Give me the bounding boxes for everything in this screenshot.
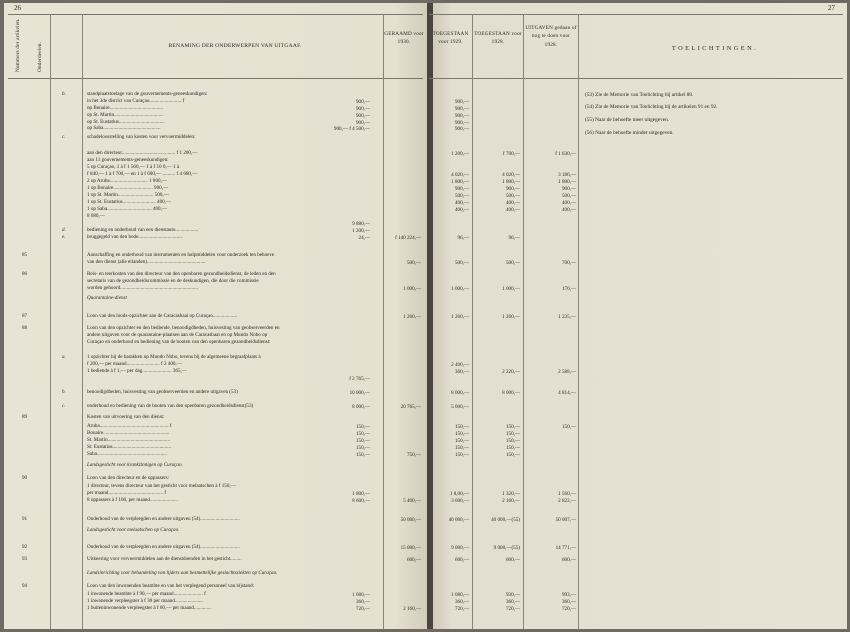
- toegestaan-1929-value: 720,—: [454, 606, 469, 612]
- row-subamount: 1 200,—: [352, 228, 370, 234]
- toegestaan-1929-value: 3 600,—: [451, 498, 469, 504]
- uitgaven-1928-value: 400,—: [561, 200, 576, 206]
- header-nummers: Nummers der artikelen.: [15, 18, 21, 72]
- row-description: Loon van den inwonenden beambte en van het verplegend personeel van bijstand:: [87, 583, 255, 589]
- uitgaven-1928-value: 14 771,—: [555, 545, 576, 551]
- geraamd-1930-value: 20 765,—: [400, 404, 421, 410]
- toegestaan-1928-value: 150,—: [505, 452, 520, 458]
- row-subamount: 900,— f 4 500,—: [333, 126, 370, 132]
- header-rule-top-left: [8, 14, 423, 15]
- toegestaan-1929-value: 900,—: [454, 126, 469, 132]
- page-number-left: 26: [14, 4, 21, 12]
- toegestaan-1929-value: 8 000,—: [451, 390, 469, 396]
- row-description: Landsinrichting voor behandeling van lijders aan besmettelijke geslachtsziekten op Curaçao.: [87, 570, 278, 576]
- header-uitgaven: UITGAVEN gedaan of nog te doen voor 1928.: [525, 25, 577, 48]
- toegestaan-1928-value: f 700,—: [503, 151, 520, 157]
- row-description: andere uitgaven voor de quarantaine-plaatsen aan de Caracasbaai en op Mundo Nobo op: [87, 332, 268, 338]
- uitgaven-1928-value: 993,—: [561, 592, 576, 598]
- uitgaven-1928-value: 500,—: [561, 193, 576, 199]
- toegestaan-1929-value: 150,—: [454, 431, 469, 437]
- row-description: Loon van den opzichter en den bediende, benoodigdheden, huisvesting van geobserveerden en: [87, 325, 280, 331]
- toegestaan-1929-value: 9 000,—: [451, 545, 469, 551]
- article-number: 92: [22, 544, 28, 550]
- geraamd-1930-value: 1 000,—: [403, 286, 421, 292]
- toelichting-note: (54) Zie de Memorie van Toelichting bij de artikelen 91 en 92.: [585, 104, 718, 110]
- uitgaven-1928-value: 1 235,—: [558, 314, 576, 320]
- row-description: 1 opzichter bij de barakken op Mundo Nobo, tevens bij de algemeene begraafplaats à: [87, 354, 261, 360]
- row-subamount: 900,—: [355, 106, 370, 112]
- geraamd-1930-value: 2 160,—: [403, 606, 421, 612]
- toegestaan-1929-value: 600,—: [454, 557, 469, 563]
- toegestaan-1929-value: 150,—: [454, 438, 469, 444]
- article-number: 85: [22, 252, 28, 258]
- toegestaan-1928-value: 500,—: [505, 193, 520, 199]
- row-description: op St. Eustatius....................................: [87, 119, 165, 125]
- row-subamount: 150,—: [355, 424, 370, 430]
- toegestaan-1928-value: 1 000,—: [502, 286, 520, 292]
- toegestaan-1929-value: 1 260,—: [451, 314, 469, 320]
- row-description: onderhoud en bediening van de booten van den openbaren gezondheidsdienst(53): [87, 403, 254, 409]
- row-description: Onderhoud van de verpleegden en andere uitgaven (54)...............................: [87, 544, 240, 550]
- toegestaan-1928-value: 9 000,—(55): [493, 545, 520, 551]
- toegestaan-1928-value: 1 800,—: [502, 179, 520, 185]
- row-description: St. Martin.................................................: [87, 437, 171, 443]
- toegestaan-1928-value: 96,—: [508, 235, 520, 241]
- article-number: 91: [22, 516, 28, 522]
- row-description: 1 op Saba................................... 400,—: [87, 206, 167, 212]
- toegestaan-1928-value: 150,—: [505, 438, 520, 444]
- toegestaan-1929-value: 2 400,—: [451, 362, 469, 368]
- article-number: 88: [22, 325, 28, 331]
- row-description: aan 11 gouvernements-geneeskundigen:: [87, 157, 169, 163]
- row-description: bediening en onderhoud van een dienstauto..................: [87, 227, 199, 233]
- toegestaan-1929-value: 150,—: [454, 452, 469, 458]
- toegestaan-1928-value: 4 020,—: [502, 172, 520, 178]
- uitgaven-1928-value: 150,—: [561, 424, 576, 430]
- toegestaan-1929-value: 900,—: [454, 106, 469, 112]
- toegestaan-1928-value: 1 260,—: [502, 314, 520, 320]
- toegestaan-1928-value: 150,—: [505, 445, 520, 451]
- row-subamount: 1 080,—: [352, 592, 370, 598]
- toelichting-note: (53) Zie de Memorie van Toelichting bij artikel 88.: [585, 92, 694, 98]
- row-description: Loon van den directeur en de oppassers:: [87, 475, 170, 481]
- row-subamount: 900,—: [355, 99, 370, 105]
- toegestaan-1928-value: 1 320,—: [502, 491, 520, 497]
- geraamd-1930-value: 500,—: [406, 260, 421, 266]
- row-description: Loon van den loods-opzichter aan de Caracasbaai op Curaçao...................: [87, 313, 238, 319]
- row-description: Reis- en teerkosten van den directeur van den openbaren gezondheidsdienst, de leden en den: [87, 271, 276, 277]
- row-description: Landsgesticht voor melaatschen op Curaçao.: [87, 527, 180, 533]
- toegestaan-1929-value: 1 080,—: [451, 592, 469, 598]
- col-line-5: [523, 14, 524, 629]
- row-subamount: 10 000,—: [349, 390, 370, 396]
- toegestaan-1928-value: 40 000,—(55): [491, 517, 520, 523]
- sub-letter: c.: [62, 403, 66, 409]
- uitgaven-1928-value: 400,—: [561, 207, 576, 213]
- toegestaan-1928-value: 400,—: [505, 200, 520, 206]
- toegestaan-1929-value: 400,—: [454, 200, 469, 206]
- uitgaven-1928-value: 900,—: [561, 186, 576, 192]
- sub-letter: a.: [62, 354, 66, 360]
- header-onderdeelen: Onderdeelen.: [37, 41, 43, 72]
- row-description: 2 op Aruba.............................. 1 800,—: [87, 178, 167, 184]
- toegestaan-1928-value: 600,—: [505, 557, 520, 563]
- toegestaan-1928-value: 900,—: [505, 186, 520, 192]
- row-description: Saba.......................................................: [87, 451, 167, 457]
- toegestaan-1929-value: 1 000,—: [451, 286, 469, 292]
- toegestaan-1929-value: 1 8,00,—: [449, 491, 469, 497]
- row-description: f 200,— per maand.......................... f 2 400,—: [87, 361, 182, 367]
- row-description: Landsgesticht voor krankzinnigen op Curaçao.: [87, 462, 183, 468]
- row-description: 1 op St. Martin............................ 500,—: [87, 192, 169, 198]
- row-subamount: 1 800,—: [352, 491, 370, 497]
- sub-letter: b.: [62, 389, 66, 395]
- toegestaan-1929-value: 360,—: [454, 599, 469, 605]
- toegestaan-1928-value: 150,—: [505, 424, 520, 430]
- toegestaan-1929-value: 40 000,—: [448, 517, 469, 523]
- row-subamount: 8 600,—: [352, 498, 370, 504]
- row-subamount: 8 000,—: [352, 404, 370, 410]
- col-line-2: [82, 14, 83, 629]
- toegestaan-1929-value: 900,—: [454, 120, 469, 126]
- header-benaming: BENAMING DER ONDERWERPEN VAN UITGAAF.: [168, 43, 302, 49]
- uitgaven-1928-value: 1 560,—: [558, 491, 576, 497]
- col-line-6: [578, 14, 579, 629]
- row-description: 8 oppassers à f 100, per maand......................: [87, 497, 178, 503]
- toegestaan-1929-value: 5 000,—: [451, 404, 469, 410]
- row-subamount: 9 880,—: [352, 221, 370, 227]
- sub-letter: b.: [62, 91, 66, 97]
- row-description: 1 directeur, tevens directeur van het gesticht voor melaatschen à f 150,—: [87, 483, 236, 489]
- geraamd-1930-value: 750,—: [406, 452, 421, 458]
- uitgaven-1928-value: 720,—: [561, 606, 576, 612]
- header-toelichtingen: TOELICHTINGEN.: [671, 45, 759, 52]
- row-subamount: 900,—: [355, 120, 370, 126]
- header-toegestaan-1929: TOEGESTAAN voor 1929.: [432, 31, 469, 46]
- article-number: 93: [22, 556, 28, 562]
- row-description: Curaçao en onderhoud en bediening van de booten van den openbaren gezondheidsdienst:: [87, 339, 271, 345]
- toegestaan-1929-value: 900,—: [454, 99, 469, 105]
- article-number: 86: [22, 271, 28, 277]
- header-rule-top-right: [429, 14, 843, 15]
- row-description: Kosten van uitvoering van den dienst:: [87, 414, 165, 420]
- uitgaven-1928-value: f 1 630,—: [555, 151, 576, 157]
- row-description: 1 buiteninwonende verpleegster à f 60,— per maand..............: [87, 605, 212, 611]
- geraamd-1930-value: 15 000,—: [400, 545, 421, 551]
- geraamd-1930-value: 50 000,—: [400, 517, 421, 523]
- row-subamount: 720,—: [355, 606, 370, 612]
- row-description: per maand........................................... f: [87, 490, 167, 496]
- row-description: Bonaire....................................................: [87, 430, 170, 436]
- row-description: van den dienst (alle eilanden)..............................................: [87, 259, 206, 265]
- row-description: Aanschaffing en onderhoud van instrumenten en hulpmiddelen voor onderzoek ten behoeve: [87, 252, 275, 258]
- row-subamount: 150,—: [355, 452, 370, 458]
- row-description: 5 op Curaçao, 1 à f 1 560,— 1 à f 10 0,— 1 à: [87, 164, 180, 170]
- sub-letter: c.: [62, 134, 66, 140]
- toegestaan-1929-value: 4 020,—: [451, 172, 469, 178]
- uitgaven-1928-value: 3 186,—: [558, 172, 576, 178]
- col-line-1: [50, 14, 51, 629]
- header-rule-bottom-left: [8, 78, 423, 79]
- toegestaan-1928-value: 150,—: [505, 431, 520, 437]
- header-toegestaan-1928: TOEGESTAAN voor 1928.: [474, 31, 522, 46]
- geraamd-1930-value: 600,—: [406, 557, 421, 563]
- uitgaven-1928-value: 170,—: [561, 286, 576, 292]
- sub-letter: d.: [62, 227, 66, 233]
- row-description: 1 bediende à f 1,— per dag....................... 365,—: [87, 368, 187, 374]
- geraamd-1930-value: f 140 224,—: [395, 235, 421, 241]
- col-line-3: [383, 14, 384, 629]
- row-description: 1 op St. Eustatius.......................... 400,—: [87, 199, 172, 205]
- header-rule-bottom-right: [429, 78, 843, 79]
- toegestaan-1929-value: 150,—: [454, 424, 469, 430]
- row-description: 1 inwonende beambte à f 90,— per maand....................... f: [87, 591, 206, 597]
- article-number: 94: [22, 583, 28, 589]
- row-description: benoodigdheden, huisvesting van geobserveerden en andere uitgaven (53): [87, 389, 238, 395]
- row-description: worden gehoord.............................................................: [87, 285, 198, 291]
- toegestaan-1929-value: 900,—: [454, 113, 469, 119]
- row-description: aan den directeur.......................................... f 1 200,—: [87, 150, 198, 156]
- row-description: Onderhoud van de verpleegden en andere uitgaven (54)...............................: [87, 516, 240, 522]
- toegestaan-1929-value: 150,—: [454, 445, 469, 451]
- uitgaven-1928-value: 50 007,—: [555, 517, 576, 523]
- toelichting-note: (56) Naar de behoefte minder uitgegeven.: [585, 130, 674, 136]
- row-description: schadeloosstelling van kosten voor vervoermiddelen:: [87, 134, 196, 140]
- article-number: 90: [22, 475, 28, 481]
- row-description: Aruba...................................................... f: [87, 423, 172, 429]
- toegestaan-1929-value: 900,—: [454, 186, 469, 192]
- toegestaan-1928-value: 930,—: [505, 592, 520, 598]
- toegestaan-1928-value: 8 000,—: [502, 390, 520, 396]
- toegestaan-1928-value: 720,—: [505, 606, 520, 612]
- col-line-4: [472, 14, 473, 629]
- uitgaven-1928-value: 4 814,—: [558, 390, 576, 396]
- header-geraamd: GERAAMD voor 1930.: [384, 31, 424, 46]
- row-description: 1 inwonende verpleegster à f 30 per maand......................: [87, 598, 203, 604]
- row-subamount: 150,—: [355, 438, 370, 444]
- uitgaven-1928-value: 700,—: [561, 260, 576, 266]
- row-subamount: 150,—: [355, 445, 370, 451]
- article-number: 87: [22, 313, 28, 319]
- toegestaan-1929-value: 1 200,—: [451, 151, 469, 157]
- geraamd-1930-value: 5 400,—: [403, 498, 421, 504]
- toegestaan-1928-value: 500,—: [505, 260, 520, 266]
- row-description: f 840,— 1 à f 700,— en 1 à f 600,— .......... f 4 680,—: [87, 171, 198, 177]
- toegestaan-1929-value: 1 800,—: [451, 179, 469, 185]
- article-number: 89: [22, 414, 28, 420]
- row-description: Quarantaine-dienst: [87, 295, 127, 301]
- toegestaan-1928-value: 2 220,—: [502, 369, 520, 375]
- page-number-right: 27: [828, 4, 835, 12]
- toegestaan-1928-value: 360,—: [505, 599, 520, 605]
- toegestaan-1928-value: 400,—: [505, 207, 520, 213]
- row-subamount: 24,—: [358, 235, 370, 241]
- row-description: in het 3de district van Curaçao......................... f: [87, 98, 185, 104]
- toegestaan-1929-value: 400,—: [454, 207, 469, 213]
- row-description: op Saba.............................................: [87, 125, 161, 131]
- uitgaven-1928-value: 600,—: [561, 557, 576, 563]
- row-description: standplaatstoelage van de gouvernements-geneeskundigen:: [87, 91, 208, 97]
- row-description: 8 680,—: [87, 213, 105, 219]
- row-subamount: 900,—: [355, 113, 370, 119]
- toegestaan-1929-value: 500,—: [454, 260, 469, 266]
- row-subamount: 360,—: [355, 599, 370, 605]
- row-subamount: 150,—: [355, 431, 370, 437]
- toegestaan-1928-value: 2 160,—: [502, 498, 520, 504]
- sub-letter: e.: [62, 234, 66, 240]
- row-description: St. Eustatius..............................................: [87, 444, 172, 450]
- row-description: Uitkeering voor vervoermiddelen aan de dienstdoenden in het gesticht.........: [87, 556, 242, 562]
- uitgaven-1928-value: 2 822,—: [558, 498, 576, 504]
- row-description: secretaris van de gezondheidscommissie en de deskundigen, die door die commissie: [87, 278, 259, 284]
- row-description: 1 op Bonaire............................... 900,—: [87, 185, 169, 191]
- row-subamount: f 2 765,—: [349, 376, 370, 382]
- uitgaven-1928-value: 360,—: [561, 599, 576, 605]
- geraamd-1930-value: 1 260,—: [403, 314, 421, 320]
- row-description: bruggegeld van den bode...................................: [87, 234, 183, 240]
- toegestaan-1929-value: 500,—: [454, 193, 469, 199]
- uitgaven-1928-value: 2 588,—: [558, 369, 576, 375]
- row-description: op St. Martin.......................................: [87, 112, 164, 118]
- row-description: op Bonaire..........................................: [87, 105, 163, 111]
- toegestaan-1929-value: 96,—: [457, 235, 469, 241]
- toelichting-note: (55) Naar de behoefte meer uitgegeven.: [585, 117, 670, 123]
- uitgaven-1928-value: 1 800,—: [558, 179, 576, 185]
- toegestaan-1929-value: 360,—: [454, 369, 469, 375]
